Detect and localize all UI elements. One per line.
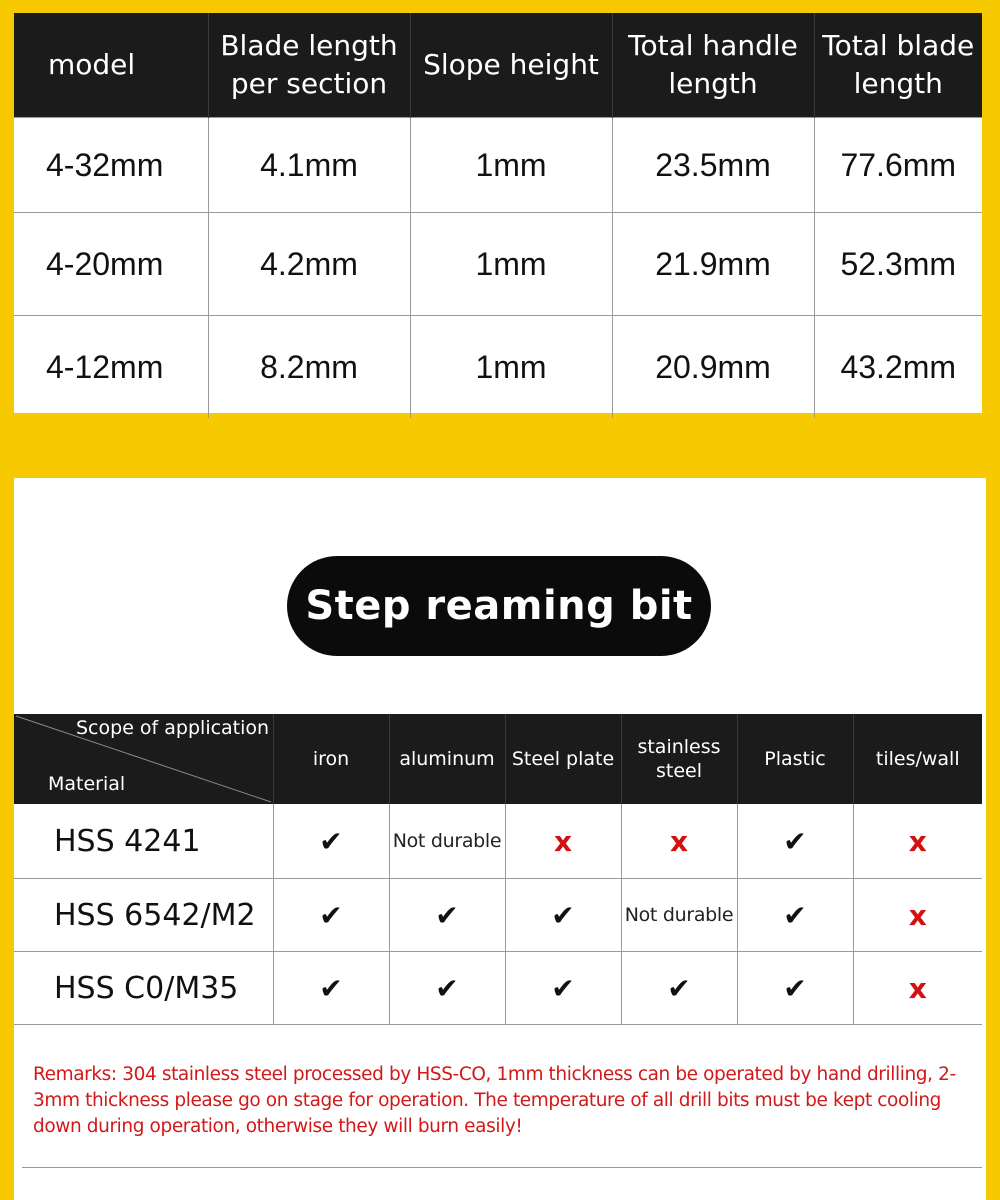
- spec-header-total-blade-length: Total blade length: [814, 13, 982, 118]
- cross-icon: x: [669, 824, 689, 858]
- material-corner-header: [14, 714, 273, 804]
- spec-cell-total-blade-length: 52.3mm: [814, 213, 982, 316]
- cell: [853, 952, 982, 1025]
- cross-icon: x: [908, 824, 927, 858]
- cell: [505, 952, 621, 1025]
- corner-scope-label: Scope of application: [76, 717, 270, 739]
- cell: [273, 879, 389, 952]
- cell: [737, 804, 853, 879]
- spec-cell-blade-length: 8.2mm: [208, 316, 410, 419]
- spec-cell-model: 4-32mm: [14, 118, 208, 213]
- spec-cell-model: 4-12mm: [14, 316, 208, 419]
- check-icon: ✔: [551, 971, 575, 1005]
- cell: [621, 804, 737, 879]
- check-icon: ✔: [667, 971, 691, 1005]
- spec-cell-blade-length: 4.1mm: [208, 118, 410, 213]
- spec-header-row: [14, 13, 982, 118]
- check-icon: ✔: [319, 824, 343, 858]
- check-icon: ✔: [319, 898, 343, 932]
- check-icon: ✔: [783, 971, 807, 1005]
- cell-not-durable: Not durable: [621, 879, 737, 952]
- cell: [737, 879, 853, 952]
- cross-icon: x: [908, 898, 927, 932]
- cell: [273, 804, 389, 879]
- cross-icon: x: [553, 824, 573, 858]
- column-header: aluminum: [389, 714, 505, 804]
- spec-table-container: [14, 13, 982, 413]
- spec-cell-handle-length: 23.5mm: [612, 118, 814, 213]
- spec-table: [14, 13, 982, 418]
- divider: [22, 1167, 982, 1168]
- cell: [505, 804, 621, 879]
- material-name: HSS 6542/M2: [14, 879, 273, 952]
- table-row: [14, 804, 982, 879]
- section-title-pill: Step reaming bit: [287, 556, 711, 656]
- column-header: tiles/wall: [853, 714, 982, 804]
- cell: [505, 879, 621, 952]
- check-icon: ✔: [783, 824, 807, 858]
- cell-not-durable: Not durable: [389, 804, 505, 879]
- table-row: [14, 879, 982, 952]
- check-icon: ✔: [435, 898, 459, 932]
- cell: [389, 952, 505, 1025]
- cell: [737, 952, 853, 1025]
- material-panel: [14, 478, 986, 1200]
- spec-cell-slope-height: 1mm: [410, 118, 612, 213]
- cell: [273, 952, 389, 1025]
- check-icon: ✔: [319, 971, 343, 1005]
- spec-cell-handle-length: 21.9mm: [612, 213, 814, 316]
- spec-cell-handle-length: 20.9mm: [612, 316, 814, 419]
- cell: [621, 952, 737, 1025]
- table-row: [14, 213, 982, 316]
- spec-header-model: model: [14, 13, 208, 118]
- remarks-text: Remarks: 304 stainless steel processed by HSS-CO, 1mm thickness can be operated by hand drilling, 2-3mm thickness please go on stage for operation. The temperature of all drill bits must be kept cooling down during operation, otherwise they will burn easily!: [33, 1064, 956, 1137]
- cell: [853, 879, 982, 952]
- column-header: Steel plate: [505, 714, 621, 804]
- spec-cell-total-blade-length: 77.6mm: [814, 118, 982, 213]
- table-row: [14, 118, 982, 213]
- check-icon: ✔: [783, 898, 807, 932]
- material-table: [14, 714, 982, 1025]
- spec-cell-blade-length: 4.2mm: [208, 213, 410, 316]
- spec-header-slope-height: Slope height: [410, 13, 612, 118]
- material-name: HSS 4241: [14, 804, 273, 879]
- corner-material-label: Material: [48, 773, 126, 795]
- table-row: [14, 952, 982, 1025]
- cross-icon: x: [908, 971, 927, 1005]
- check-icon: ✔: [435, 971, 459, 1005]
- spec-cell-slope-height: 1mm: [410, 316, 612, 419]
- material-header-row: [14, 714, 982, 804]
- spec-cell-model: 4-20mm: [14, 213, 208, 316]
- check-icon: ✔: [551, 898, 575, 932]
- spec-cell-total-blade-length: 43.2mm: [814, 316, 982, 419]
- column-header: stainless steel: [621, 714, 737, 804]
- column-header: iron: [273, 714, 389, 804]
- table-row: [14, 316, 982, 419]
- cell: [853, 804, 982, 879]
- cell: [389, 879, 505, 952]
- spec-header-handle-length: Total handle length: [612, 13, 814, 118]
- material-name: HSS C0/M35: [14, 952, 273, 1025]
- spec-header-blade-length: Blade length per section: [208, 13, 410, 118]
- spec-cell-slope-height: 1mm: [410, 213, 612, 316]
- column-header: Plastic: [737, 714, 853, 804]
